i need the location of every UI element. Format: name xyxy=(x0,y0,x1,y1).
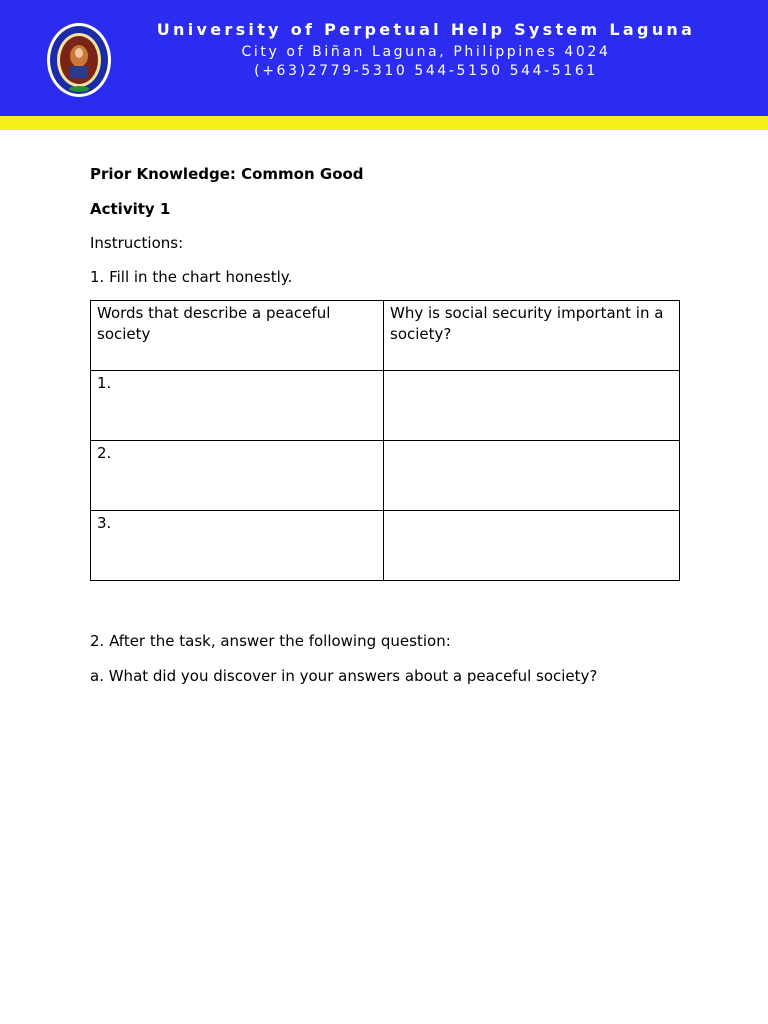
answer-chart-table xyxy=(90,300,680,581)
letterhead-banner xyxy=(0,0,768,116)
yellow-stripe xyxy=(0,116,768,130)
table-header-row xyxy=(91,301,680,371)
university-name: University of Perpetual Help System Laguna xyxy=(156,20,696,39)
instructions-label: Instructions: xyxy=(90,234,184,252)
instruction-step-1: 1. Fill in the chart honestly. xyxy=(90,268,293,286)
university-phones: (+63)2779-5310 544-5150 544-5161 xyxy=(254,63,598,79)
table-row xyxy=(91,511,680,581)
table-cell[interactable]: 3. xyxy=(91,511,384,581)
activity-title: Activity 1 xyxy=(90,200,171,218)
table-cell[interactable] xyxy=(384,441,680,511)
table-cell[interactable]: 2. xyxy=(91,441,384,511)
university-seal-icon xyxy=(46,22,112,98)
question-a: a. What did you discover in your answers about a peaceful society? xyxy=(90,667,598,685)
table-cell[interactable]: 1. xyxy=(91,371,384,441)
table-cell[interactable] xyxy=(384,511,680,581)
table-header-cell: Words that describe a peaceful society xyxy=(91,301,384,371)
instruction-step-2: 2. After the task, answer the following question: xyxy=(90,632,451,650)
table-cell[interactable] xyxy=(384,371,680,441)
document-heading: Prior Knowledge: Common Good xyxy=(90,165,364,183)
table-row xyxy=(91,441,680,511)
university-address: City of Biñan Laguna, Philippines 4024 xyxy=(241,44,611,60)
table-header-cell: Why is social security important in a society? xyxy=(384,301,680,371)
table-row xyxy=(91,371,680,441)
